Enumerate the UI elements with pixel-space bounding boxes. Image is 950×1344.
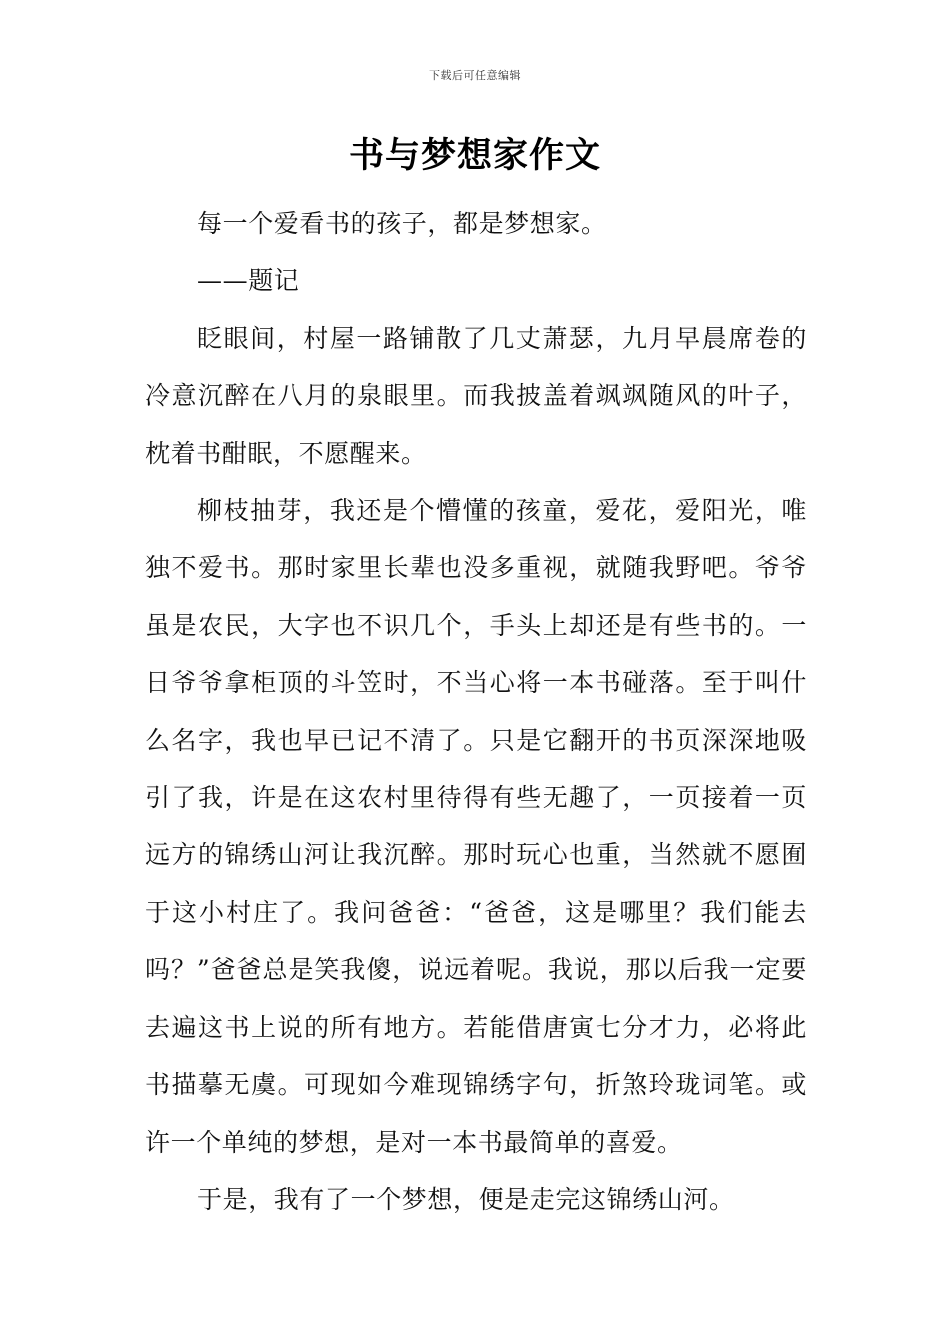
paragraph-2: 柳枝抽芽，我还是个懵懂的孩童，爱花，爱阳光，唯独不爱书。那时家里长辈也没多重视，就随我野吧。爷爷虽是农民，大字也不识几个，手头上却还是有些书的。一日爷爷拿柜顶的斗笠时，不当心将一本书碰落。至于叫什么名字，我也早已记不清了。只是它翻开的书页深深地吸引了我，许是在这农村里待得有些无趣了，一页接着一页远方的锦绣山河让我沉醉。那时玩心也重，当然就不愿囿于这小村庄了。我问爸爸：“爸爸，这是哪里？我们能去吗？”爸爸总是笑我傻，说远着呢。我说，那以后我一定要去遍这书上说的所有地方。若能借唐寅七分才力，必将此书描摹无虞。可现如今难现锦绣字句，折煞玲珑词笔。或许一个单纯的梦想，是对一本书最简单的喜爱。 [145, 496, 807, 1157]
paragraph-epigraph-attribution: ——题记 [197, 266, 300, 296]
paragraph-3: 于是，我有了一个梦想，便是走完这锦绣山河。 [197, 1184, 735, 1214]
page-title: 书与梦想家作文 [348, 136, 601, 176]
header-note: 下载后可任意编辑 [429, 69, 521, 82]
article-body [145, 195, 807, 1228]
paragraph-epigraph: 每一个爱看书的孩子，都是梦想家。 [197, 209, 607, 238]
paragraph-1: 眨眼间，村屋一路铺散了几丈萧瑟，九月早晨席卷的冷意沉醉在八月的泉眼里。而我披盖着飒飒随风的叶子，枕着书酣眠，不愿醒来。 [145, 323, 807, 468]
